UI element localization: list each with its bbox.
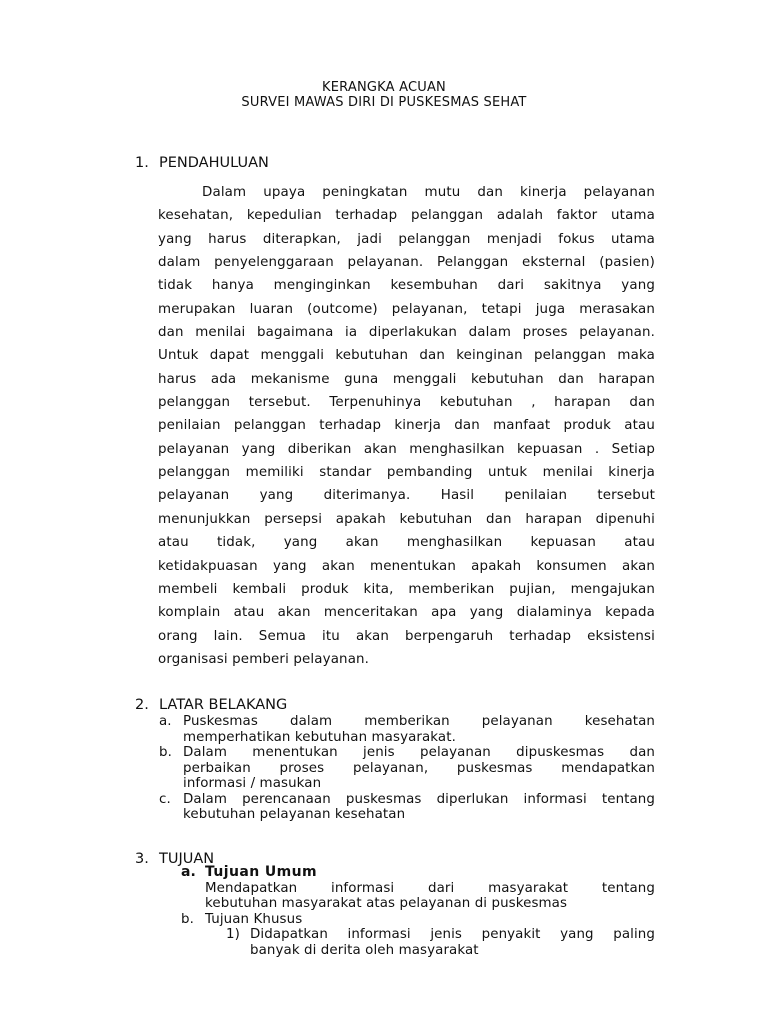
paragraph-line: penilaian pelanggan terhadap kinerja dan manfaat produk atau xyxy=(158,418,655,434)
list-marker: a. xyxy=(181,864,196,880)
paragraph-line: tidak hanya menginginkan kesembuhan dari sakitnya yang xyxy=(158,278,655,294)
list-item xyxy=(181,865,655,912)
list-item-line: memperhatikan kebutuhan masyarakat. xyxy=(183,729,456,745)
list-item-line: Dalam menentukan jenis pelayanan dipuskesmas dan xyxy=(183,745,655,760)
paragraph-line: menunjukkan persepsi apakah kebutuhan dan harapan dipenuhi xyxy=(158,511,655,527)
paragraph-line: pelayanan yang diterimanya. Hasil penilaian tersebut xyxy=(158,488,655,504)
paragraph-line: komplain atau akan menceritakan apa yang dialaminya kepada xyxy=(158,605,655,621)
list-item-line: kebutuhan masyarakat atas pelayanan di puskesmas xyxy=(205,896,568,911)
list-item-line: perbaikan proses pelayanan, puskesmas mendapatkan xyxy=(183,760,655,776)
section-number: 2. xyxy=(135,697,149,713)
section-1-paragraph xyxy=(158,181,655,671)
list-item xyxy=(159,792,655,823)
section-3-subsection-b-item-1 xyxy=(226,927,655,958)
paragraph-line: dalam penyelenggaraan pelayanan. Pelanggan eksternal (pasien) xyxy=(158,255,655,271)
paragraph-line: pelanggan tersebut. Terpenuhinya kebutuhan , harapan dan xyxy=(158,395,655,411)
list-item xyxy=(181,912,655,928)
paragraph-line: dan menilai bagaimana ia diperlakukan dalam proses pelayanan. xyxy=(158,325,655,341)
list-marker: b. xyxy=(159,745,172,760)
subsection-title: Tujuan Umum xyxy=(205,864,317,880)
list-item-line: Mendapatkan informasi dari masyarakat tentang xyxy=(205,880,655,896)
subsection-title: Tujuan Khusus xyxy=(205,912,303,927)
paragraph-line: merupakan luaran (outcome) pelayanan, tetapi juga merasakan xyxy=(158,301,655,317)
section-number: 3. xyxy=(135,851,149,867)
paragraph-line: pelanggan memiliki standar pembanding untuk menilai kinerja xyxy=(158,465,655,481)
section-2-heading xyxy=(135,696,287,714)
section-3-subsection-b xyxy=(181,912,655,928)
title-line-1: KERANGKA ACUAN xyxy=(322,80,446,95)
paragraph-line: membeli kembali produk kita, memberikan pujian, mengajukan xyxy=(158,581,655,597)
list-marker: a. xyxy=(159,714,172,729)
list-marker: b. xyxy=(181,912,194,927)
paragraph-line: atau tidak, yang akan menghasilkan kepuasan atau xyxy=(158,535,655,551)
paragraph-line: Untuk dapat menggali kebutuhan dan keinginan pelanggan maka xyxy=(158,348,655,364)
paragraph-line: Dalam upaya peningkatan mutu dan kinerja pelayanan xyxy=(202,185,655,200)
list-item-line: banyak di derita oleh masyarakat xyxy=(250,942,479,958)
section-number: 1. xyxy=(135,155,149,171)
title-line-2: SURVEI MAWAS DIRI DI PUSKESMAS SEHAT xyxy=(241,95,527,110)
section-title: PENDAHULUAN xyxy=(159,155,269,171)
section-2-list xyxy=(159,714,655,823)
list-item xyxy=(226,927,655,958)
list-marker: 1) xyxy=(226,927,240,942)
paragraph-line: orang lain. Semua itu akan berpengaruh terhadap eksistensi xyxy=(158,628,655,644)
paragraph-line: yang harus diterapkan, jadi pelanggan menjadi fokus utama xyxy=(158,231,655,247)
section-title: TUJUAN xyxy=(159,851,215,867)
list-item xyxy=(159,714,655,745)
section-1-heading xyxy=(135,154,269,172)
list-item-line: kebutuhan pelayanan kesehatan xyxy=(183,807,406,822)
list-item-line: Dalam perencanaan puskesmas diperlukan informasi tentang xyxy=(183,791,655,807)
section-3-subsection-a xyxy=(181,865,655,912)
paragraph-line: organisasi pemberi pelayanan. xyxy=(158,651,370,667)
paragraph-line: kesehatan, kepedulian terhadap pelanggan adalah faktor utama xyxy=(158,208,655,224)
list-item-line: informasi / masukan xyxy=(183,776,322,791)
list-item-line: Didapatkan informasi jenis penyakit yang paling xyxy=(250,927,655,942)
list-item-line: Puskesmas dalam memberikan pelayanan kesehatan xyxy=(183,714,655,729)
list-item xyxy=(159,745,655,792)
paragraph-line: pelayanan yang diberikan akan menghasilkan kepuasan . Setiap xyxy=(158,441,655,457)
paragraph-line: harus ada mekanisme guna menggali kebutuhan dan harapan xyxy=(158,371,655,387)
list-marker: c. xyxy=(159,791,171,807)
document-title xyxy=(0,80,768,110)
section-title: LATAR BELAKANG xyxy=(159,697,288,713)
paragraph-line: ketidakpuasan yang akan menentukan apakah konsumen akan xyxy=(158,558,655,574)
